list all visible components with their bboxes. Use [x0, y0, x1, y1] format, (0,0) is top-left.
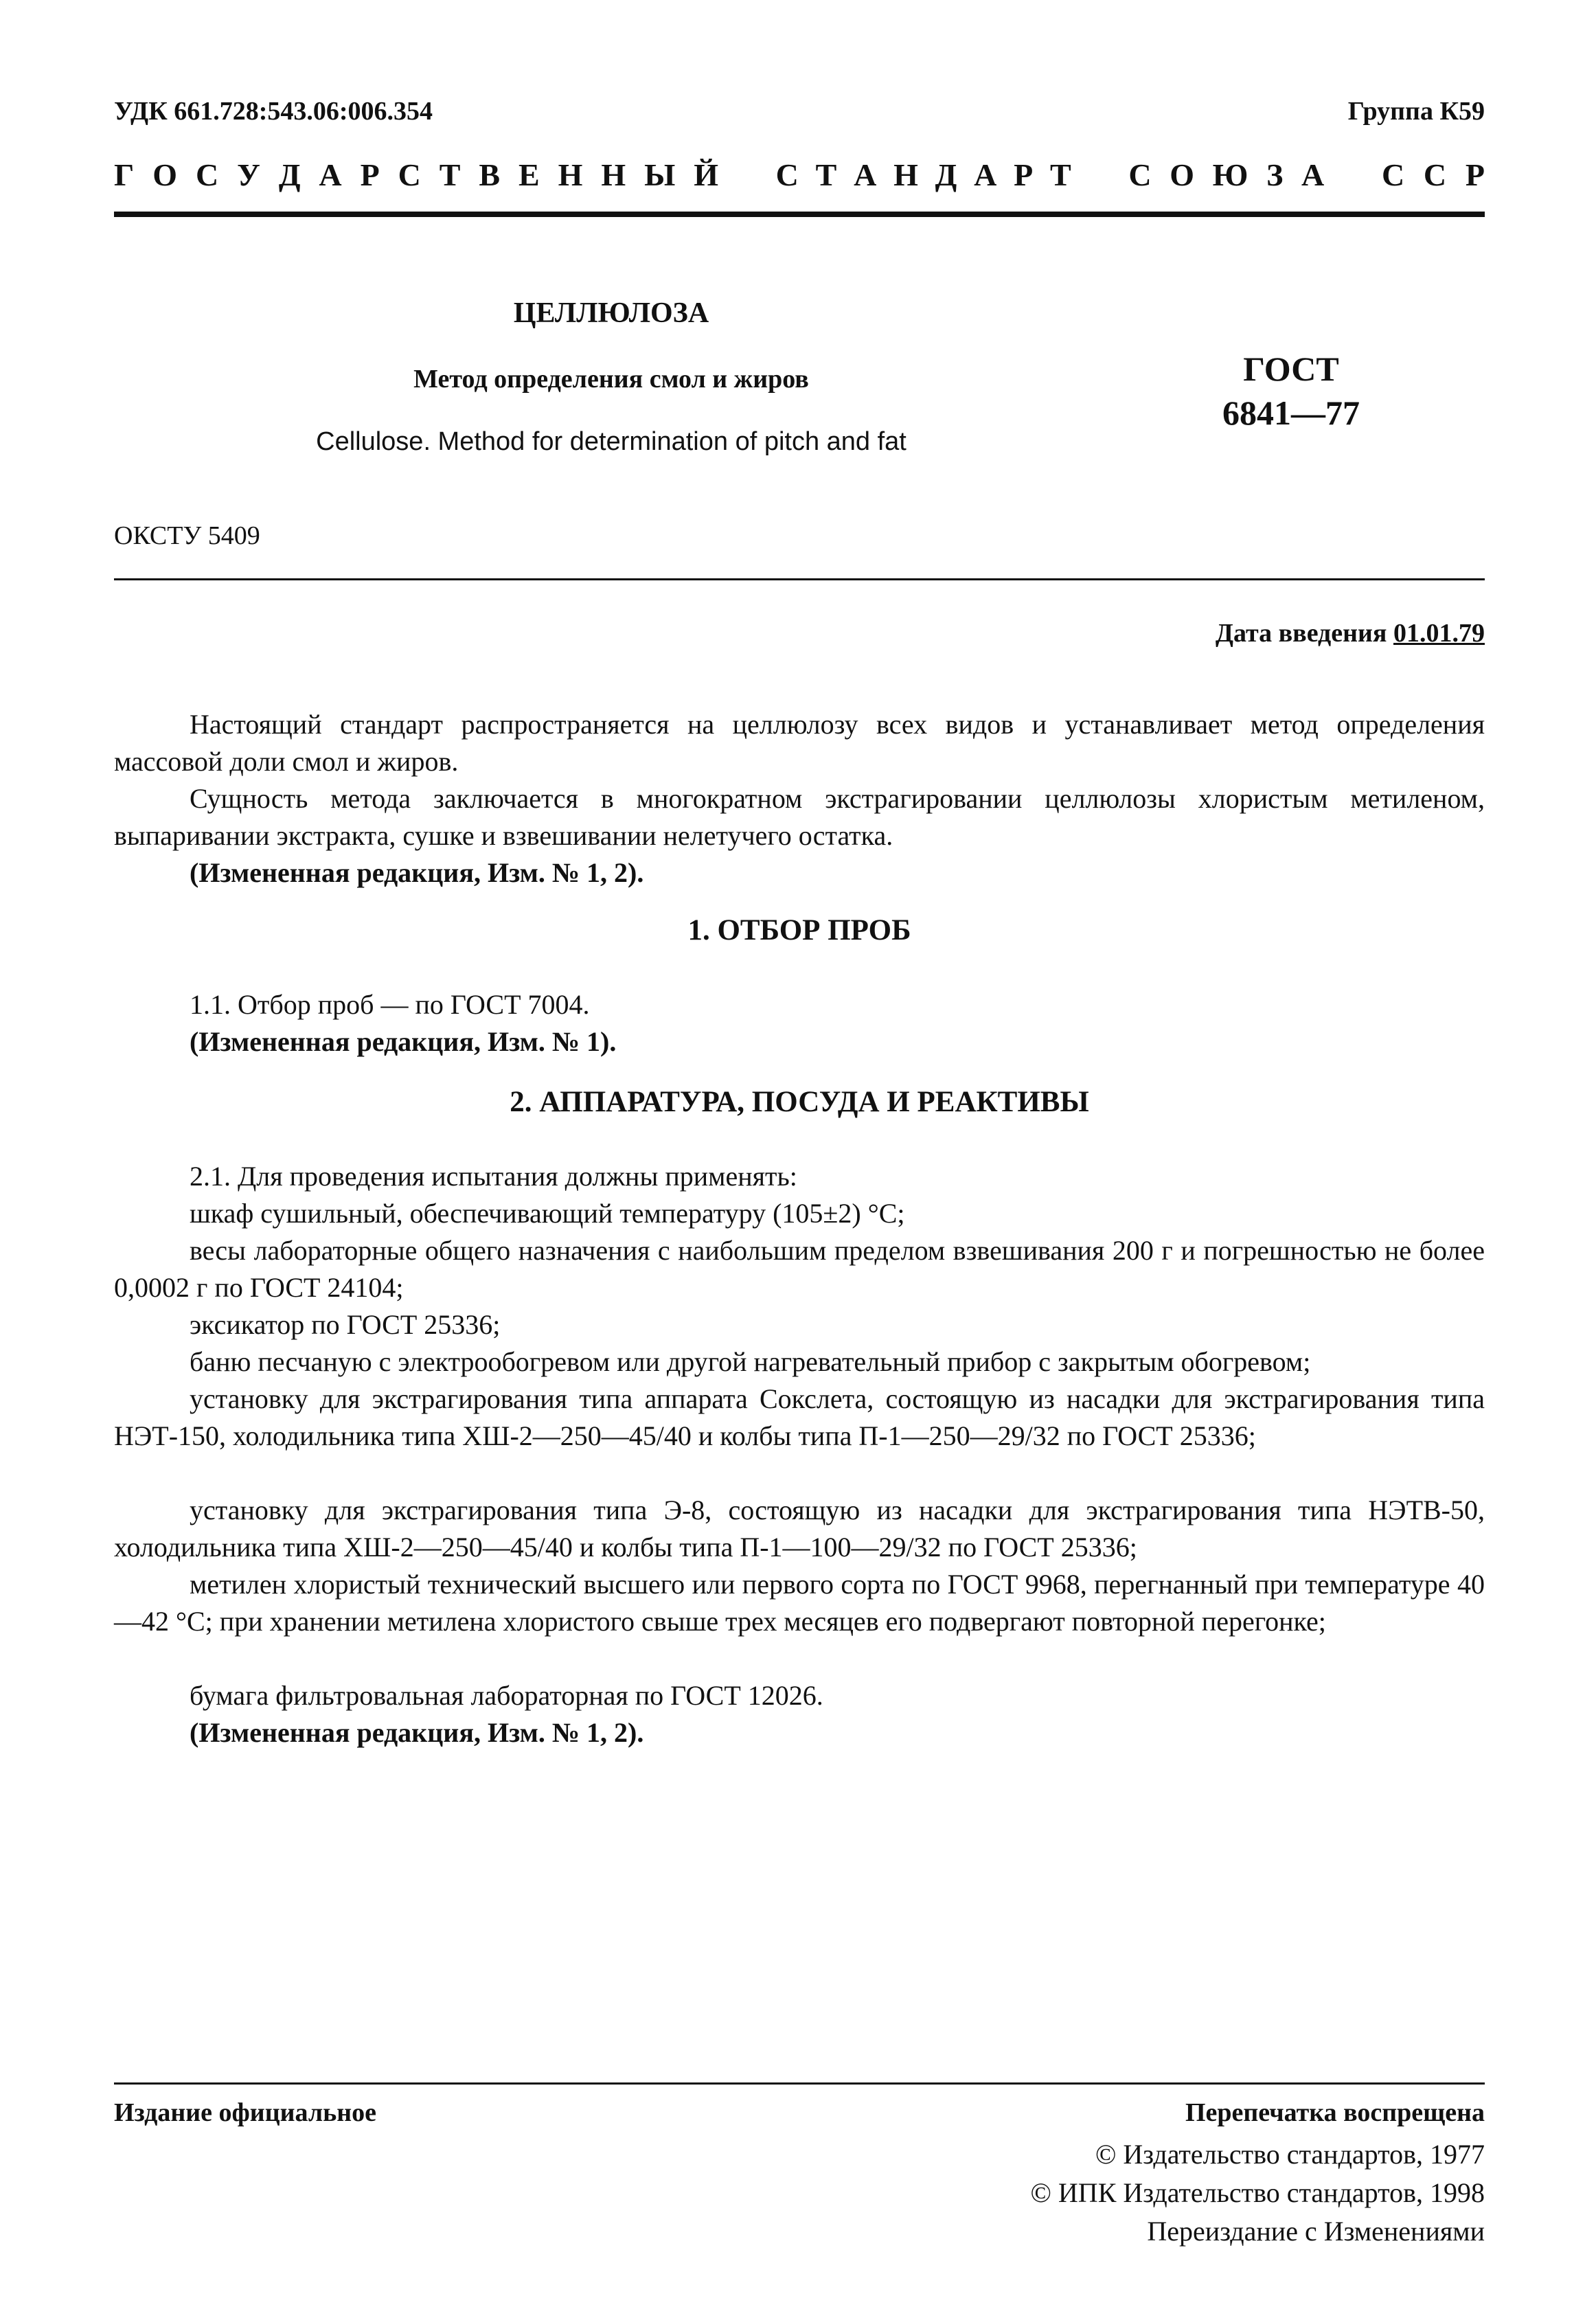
- state-standard-letter: А: [319, 157, 342, 192]
- title-rule: [114, 578, 1485, 580]
- state-standard-title: [114, 157, 1485, 193]
- section-2-item: установку для экстрагирования типа аппарата Сокслета, состоящую из насадки для экстрагирования типа НЭТ-150, холодильника типа ХШ-2—250—45/40 и колбы типа П-1—250—29/32 по ГОСТ 25336;: [114, 1383, 1485, 1451]
- intro-paragraph-2: Сущность метода заключается в многократном экстрагировании целлюлозы хлористым метиленом, выпаривании экстракта, сушке и взвешивании нелетучего остатка.: [114, 783, 1485, 851]
- state-standard-letter: С: [775, 157, 799, 192]
- state-standard-letter: Т: [815, 157, 837, 192]
- state-standard-letter: С: [195, 157, 219, 192]
- state-standard-letter: Ю: [1212, 157, 1249, 192]
- footer-rule: [114, 2082, 1485, 2085]
- state-standard-letter: Р: [360, 157, 380, 192]
- intro-date-value: 01.01.79: [1393, 619, 1485, 648]
- copyright-1977: © Издательство стандартов, 1977: [1095, 2139, 1485, 2170]
- reissue-note: Переиздание с Изменениями: [1147, 2216, 1485, 2247]
- state-standard-letter: Й: [694, 157, 718, 192]
- header-rule: [114, 212, 1485, 217]
- section-2-item: весы лабораторные общего назначения с наибольшим пределом взвешивания 200 г и погрешностью не более 0,0002 г по ГОСТ 24104;: [114, 1235, 1485, 1303]
- section-2-item: 2.1. Для проведения испытания должны применять:: [190, 1161, 797, 1192]
- state-standard-letter: С: [1381, 157, 1405, 192]
- state-standard-letter: Д: [278, 157, 301, 192]
- intro-date-label: Дата введения: [1215, 619, 1387, 648]
- state-standard-letter: А: [1301, 157, 1325, 192]
- copyright-1998: © ИПК Издательство стандартов, 1998: [1030, 2177, 1485, 2208]
- gost-label: ГОСТ: [1243, 350, 1339, 388]
- state-standard-letter: С: [398, 157, 421, 192]
- state-standard-letter: В: [479, 157, 501, 192]
- state-standard-letter: О: [152, 157, 177, 192]
- document-title: ЦЕЛЛЮЛОЗА: [513, 297, 709, 329]
- section-2-item: баню песчаную с электрообогревом или другой нагревательный прибор с закрытым обогревом;: [190, 1346, 1311, 1377]
- intro-date: [1216, 618, 1485, 648]
- state-standard-letter: Е: [518, 157, 540, 192]
- section-2-item: установку для экстрагирования типа Э-8, состоящую из насадки для экстрагирования типа НЭТВ-50, холодильника типа ХШ-2—250—45/40 и колбы типа П-1—100—29/32 по ГОСТ 25336;: [114, 1495, 1485, 1563]
- state-standard-letter: Т: [439, 157, 461, 192]
- section-2-item: бумага фильтровальная лабораторная по ГОСТ 12026.: [190, 1680, 823, 1711]
- state-standard-letter: Н: [893, 157, 918, 192]
- group-code: Группа К59: [1347, 97, 1485, 126]
- english-title: Cellulose. Method for determination of pitch and fat: [316, 427, 907, 456]
- state-standard-letter: Н: [601, 157, 626, 192]
- state-standard-letter: У: [237, 157, 260, 192]
- section-1-paragraph: 1.1. Отбор проб — по ГОСТ 7004.: [190, 989, 590, 1020]
- section-1-title: 1. ОТБОР ПРОБ: [687, 914, 911, 946]
- state-standard-letter: Р: [1465, 157, 1485, 192]
- gost-number: 6841—77: [1222, 394, 1360, 432]
- state-word-1: [114, 157, 718, 193]
- intro-paragraph-1: Настоящий стандарт распространяется на целлюлозу всех видов и устанавливает метод определения массовой доли смол и жиров.: [114, 709, 1485, 777]
- reprint-notice: Перепечатка воспрещена: [1185, 2098, 1485, 2127]
- state-standard-letter: А: [854, 157, 877, 192]
- state-word-4: [1382, 157, 1485, 193]
- section-2-title: 2. АППАРАТУРА, ПОСУДА И РЕАКТИВЫ: [510, 1086, 1089, 1118]
- state-standard-letter: Т: [1049, 157, 1071, 192]
- state-standard-letter: Р: [1014, 157, 1034, 192]
- state-standard-letter: Д: [935, 157, 957, 192]
- section-2-amendment: (Измененная редакция, Изм. № 1, 2).: [190, 1717, 644, 1748]
- state-standard-letter: С: [1423, 157, 1447, 192]
- section-1-amendment: (Измененная редакция, Изм. № 1).: [190, 1026, 617, 1057]
- state-standard-letter: Г: [114, 157, 135, 192]
- section-2-item: эксикатор по ГОСТ 25336;: [190, 1309, 501, 1340]
- oksty-code: ОКСТУ 5409: [114, 521, 260, 550]
- state-standard-letter: А: [974, 157, 997, 192]
- state-standard-letter: С: [1128, 157, 1152, 192]
- state-standard-letter: О: [1170, 157, 1194, 192]
- state-standard-letter: Ы: [644, 157, 676, 192]
- section-2-item: метилен хлористый технический высшего или первого сорта по ГОСТ 9968, перегнанный при температуре 40—42 °С; при хранении метилена хлористого свыше трех месяцев его подвергают повторной перегонке;: [114, 1569, 1485, 1637]
- state-standard-letter: З: [1266, 157, 1284, 192]
- state-word-3: [1128, 157, 1324, 193]
- official-edition: Издание официальное: [114, 2098, 377, 2127]
- state-standard-letter: Н: [558, 157, 583, 192]
- method-title: Метод определения смол и жиров: [413, 365, 809, 394]
- state-word-2: [776, 157, 1071, 193]
- intro-amendment: (Измененная редакция, Изм. № 1, 2).: [190, 857, 644, 888]
- section-2-item: шкаф сушильный, обеспечивающий температуру (105±2) °С;: [190, 1198, 905, 1229]
- udc-code: УДК 661.728:543.06:006.354: [114, 97, 433, 126]
